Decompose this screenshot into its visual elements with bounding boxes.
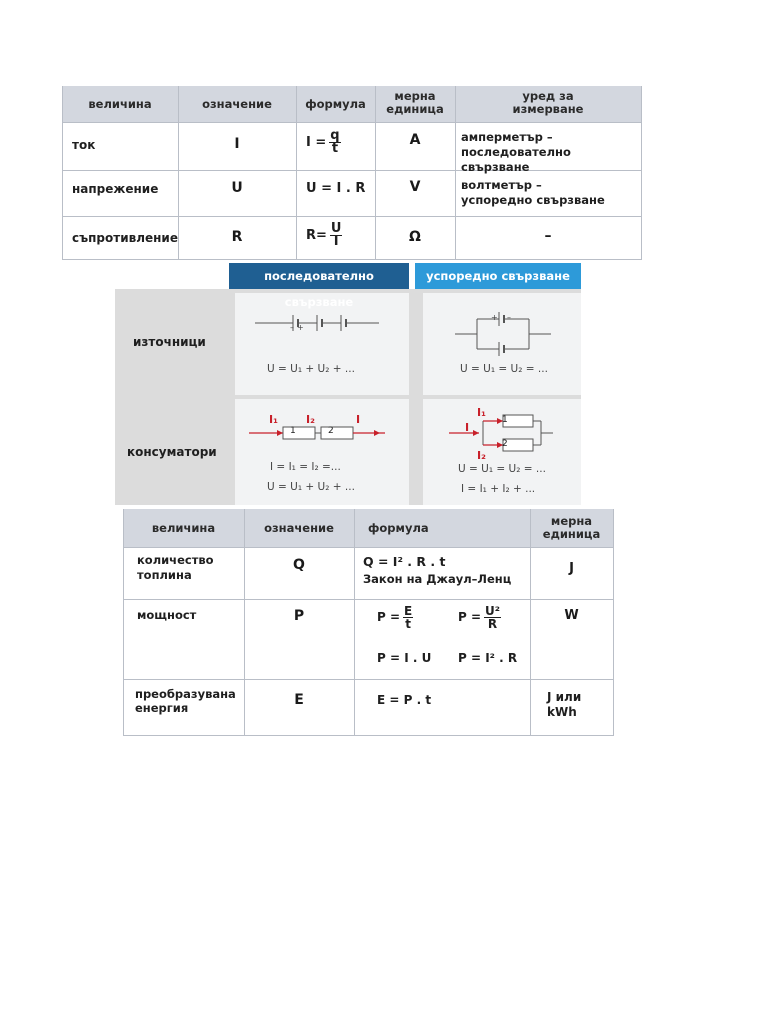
series-sources-minus: –: [290, 323, 294, 332]
parallel-current-I2: I₂: [477, 449, 486, 462]
parallel-sources-formula: U = U₁ = U₂ = ...: [460, 363, 548, 375]
fraction: [403, 605, 413, 630]
quantity-current: ток: [72, 138, 96, 152]
header-symbol: означение: [264, 521, 334, 535]
header-quantity: величина: [88, 97, 152, 111]
formula-power-2: [458, 605, 501, 630]
symbol-voltage: U: [231, 180, 243, 196]
quantity-voltage: напрежение: [72, 182, 159, 196]
quantity-line: топлина: [137, 568, 192, 582]
connection-panel: [115, 263, 581, 505]
symbol-energy: E: [294, 692, 304, 708]
quantities-table: [62, 86, 642, 260]
series-sources-plus: +: [297, 323, 304, 332]
fraction-num: E: [404, 604, 413, 618]
formula-power-1: [377, 605, 413, 630]
quantity-power: мощност: [137, 608, 197, 622]
series-consumers-diagram: [247, 419, 387, 445]
unit-resistance: Ω: [409, 229, 421, 245]
series-header: последователно свързване: [229, 263, 409, 289]
header-device: [455, 90, 641, 116]
series-sources-formula: U = U₁ + U₂ + ...: [267, 363, 355, 375]
symbol-resistance: R: [231, 229, 243, 245]
fraction: [484, 605, 501, 630]
device-line: амперметър –: [461, 130, 553, 144]
header-formula: формула: [305, 97, 366, 111]
quantity-line: преобразувана: [135, 687, 236, 701]
formula-heat: Q = I² . R . t: [363, 554, 446, 569]
series-current-I1: I₁: [269, 413, 278, 426]
fraction-num: U: [330, 221, 342, 236]
unit-current: A: [409, 132, 421, 148]
formula-left: P =: [377, 610, 401, 624]
fraction-num: U²: [485, 604, 501, 618]
device-line: последователно свързване: [461, 145, 571, 174]
parallel-consumers-formula-2: I = I₁ + I₂ + ...: [461, 483, 536, 495]
fraction-den: I: [333, 234, 339, 249]
header-unit: [530, 515, 613, 541]
header-device-line: уред за: [522, 89, 574, 103]
header-device-line: измерване: [512, 102, 584, 116]
unit-line: J или: [547, 690, 582, 704]
formula-left: I =: [306, 135, 327, 150]
series-consumers-formula-1: I = I₁ = I₂ =...: [270, 461, 341, 473]
formula-left: R=: [306, 228, 327, 243]
formula-power-3: P = I . U: [377, 651, 432, 665]
header-formula: формула: [368, 521, 429, 535]
series-current-I2: I₂: [306, 413, 315, 426]
unit-voltage: V: [409, 179, 421, 195]
header-quantity: величина: [151, 521, 216, 535]
fraction: [330, 223, 343, 248]
fraction-den: t: [405, 617, 411, 631]
fraction-den: t: [331, 141, 339, 156]
formula-left: P =: [458, 610, 482, 624]
symbol-current: I: [234, 136, 240, 152]
series-resistor-2: 2: [328, 426, 334, 436]
device-voltage: [461, 178, 605, 208]
formula-power-4: P = I² . R: [458, 651, 518, 665]
unit-heat: J: [569, 561, 574, 576]
parallel-sources-diagram: [453, 309, 553, 359]
consumers-label: консуматори: [127, 445, 217, 459]
parallel-resistor-2: 2: [502, 439, 508, 449]
header-unit-line: единица: [542, 527, 601, 541]
device-current: [461, 130, 642, 175]
energy-table: [123, 509, 614, 736]
formula-energy: E = P . t: [377, 693, 432, 707]
series-consumers-formula-2: U = U₁ + U₂ + ...: [267, 481, 355, 493]
unit-line: kWh: [547, 705, 577, 719]
parallel-sources-plus: +: [491, 313, 498, 322]
parallel-resistor-1: 1: [502, 415, 508, 425]
formula-current: [306, 130, 341, 155]
header-symbol: означение: [202, 97, 272, 111]
device-line: волтметър –: [461, 178, 542, 192]
law-name: Закон на Джаул–Ленц: [363, 572, 512, 586]
sources-label: източници: [133, 335, 206, 349]
series-sources-diagram: [253, 311, 383, 335]
symbol-heat: Q: [293, 557, 305, 573]
device-resistance: –: [544, 228, 552, 244]
quantity-line: количество: [137, 553, 214, 567]
series-current-I: I: [356, 413, 361, 426]
fraction-num: q: [330, 128, 340, 143]
parallel-header: успоредно свързване: [415, 263, 581, 289]
header-unit-line: единица: [386, 102, 444, 116]
quantity-line: енергия: [135, 701, 189, 715]
header-unit-line: мерна: [394, 89, 436, 103]
quantity-energy: [135, 687, 236, 715]
quantity-heat: [137, 553, 214, 583]
parallel-consumers-formula-1: U = U₁ = U₂ = ...: [458, 463, 546, 475]
formula-resistance: [306, 223, 342, 248]
series-resistor-1: 1: [290, 426, 296, 436]
fraction: [329, 130, 340, 155]
formula-voltage: U = I . R: [306, 181, 366, 196]
parallel-sources-minus: –: [507, 313, 511, 322]
quantity-resistance: съпротивление: [72, 231, 178, 245]
parallel-consumers-diagram: [447, 413, 555, 459]
parallel-current-I: I: [465, 421, 470, 434]
symbol-power: P: [293, 608, 305, 624]
device-line: успоредно свързване: [461, 193, 605, 207]
header-unit-line: мерна: [550, 514, 593, 528]
header-unit: [375, 90, 455, 116]
unit-energy: [547, 690, 581, 720]
fraction-den: R: [487, 617, 498, 631]
parallel-current-I1: I₁: [477, 406, 486, 419]
unit-power: W: [564, 608, 579, 623]
